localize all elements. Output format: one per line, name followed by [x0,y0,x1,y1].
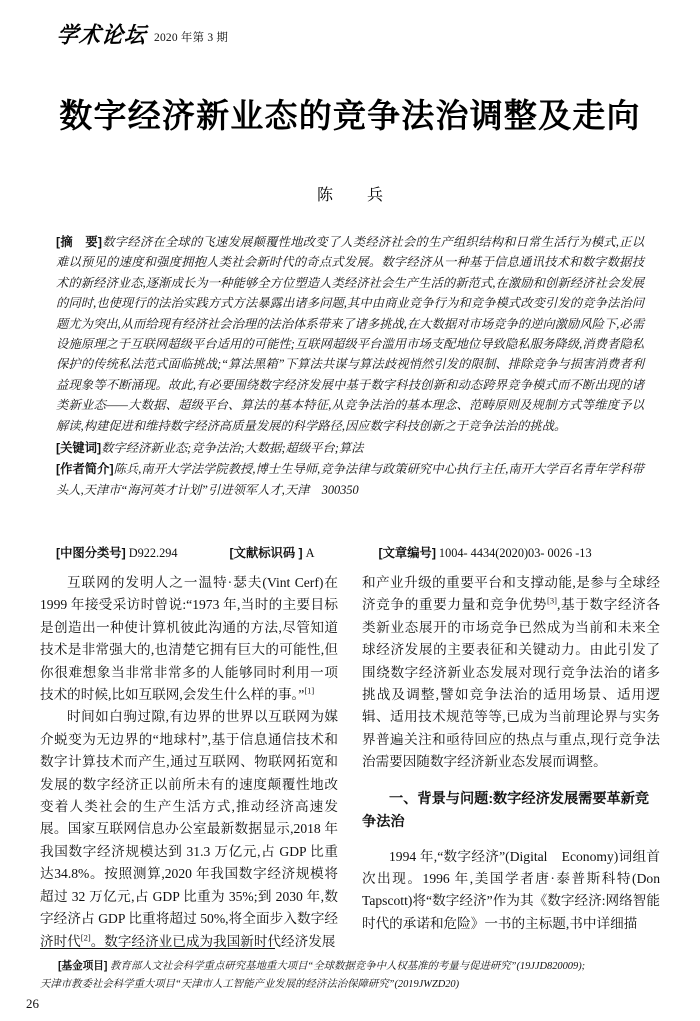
paragraph [362,572,660,774]
author-bio-label: [作者简介] [56,462,114,477]
footnote-divider [40,948,275,949]
keywords-label: [关键词] [56,441,102,456]
paragraph [40,706,338,952]
document-code-label: [文献标识码 ] [229,546,303,560]
paragraph-text: 互联网的发明人之一温特·瑟夫(Vint Cerf)在1999 年接受采访时曾说:“1973 年,当时的主要目标是创造出一种使计算机彼此沟通的方法,尽管知道技术是非常强大的,也清楚它拥有巨大的可能性,但你很难想象当非常非常多的人能够同时利用一项技术的时候,比如互联网,会发生什么样的事。” [40,575,338,703]
author-bio-text: 陈兵,南开大学法学院教授,博士生导师,竞争法律与政策研究中心执行主任,南开大学百名青年学科带头人,天津市“海河英才计划”引进领军人才,天津 300350 [56,462,644,497]
paragraph [40,572,338,706]
page-number: 26 [26,996,39,1011]
abstract-block [56,232,644,436]
section-heading: 一、背景与问题:数字经济发展需要革新竞争法治 [362,790,650,830]
left-column [40,572,338,949]
body-columns [40,572,661,949]
paragraph-tail: 。数字经济业已成为我国新时代经济发展 [90,933,336,949]
article-number-value: 1004- 4434(2020)03- 0026 -13 [438,546,592,560]
document-code [230,543,315,561]
abstract-text: 数字经济在全球的飞速发展颠覆性地改变了人类经济社会的生产组织结构和日常生活行为模式,正以难以预见的速度和强度拥抱人类社会新时代的奇点式发展。数字经济从一种基于信息通讯技术和数字数据技术的新经济业态,逐渐成长为一种能够全方位塑造人类经济社会生产生活的新范式,在激励和创新经济社会发展的同时,也使现行的法治实践方式方法暴露出诸多问题,其中由商业竞争行为和竞争模式改变引发的竞争法治问题尤为突出,从而给现有经济社会治理的法治体系带来了诸多挑战,在大数据对市场竞争的逆向激励风险下,必需设施原理之于互联网超级平台适用的可能性;互联网超级平台滥用市场支配地位导致隐私服务降级,消费者隐私保护的传统私法范式面临挑战;“算法黑箱”下算法共谋与算法歧视悄然引发的限制、排除竞争与损害消费者利益现象等不断涌现。故此,有必要围绕数字经济发展中基于数字科技创新和动态跨界竞争模式而不断出现的诸类新业态——大数据、超级平台、算法的基本特征,从竞争法治的基本理念、范畴原则及规制方式等维度予以解读,构建促进和维持数字经济高质量发展的科学路径,因应数字科技创新之于竞争法治的挑战。 [56,235,644,433]
paragraph-text: 时间如白驹过隙,有边界的世界以互联网为媒介蜕变为无边界的“地球村”,基于信息通信技术和数字计算技术而产生,通过互联网、物联网拓宽和发展的数字经济正以前所未有的速度颠覆性地改变着人类社会的生产生活方式,推动经济高速发展。国家互联网信息办公室最新数据显示,2018 年我国数字经济规模达到 31.3 万亿元,占 GDP 比重达34.8%。按照测算,2020 年我国数字经济规模将超过 32 万亿元,占 GDP 比重为 35%;到 2030 年,数字经济占 GDP 比重将超过 50%,将全面步入数字经济时代 [40,709,338,949]
right-column [362,572,660,944]
keywords-block [56,438,644,458]
reference-marker: [1] [304,685,315,696]
reference-marker: [2] [80,931,91,942]
reference-marker: [3] [547,595,557,606]
author-bio-block [56,459,644,500]
article-number-label: [文章编号] [378,546,436,560]
footnote-line-1 [40,958,660,976]
paragraph: 1994 年,“数字经济”(Digital Economy)词组首次出现。1996 年,美国学者唐·泰普斯科特(Don Tapscott)将“数字经济”作为其《数字经济:网络智能时代的承诺和危险》一书的主标题,书中详细描 [362,848,660,931]
article-meta-row [56,543,656,561]
journal-title-logo: 学术论坛 [55,21,149,48]
clc-value: D922.294 [128,546,178,560]
footnote-block [40,958,660,993]
issue-label: 2020 年第 3 期 [154,32,229,44]
paragraph-text-a: 和产业升级的重要平台和支撑动能,是参与全球经济竞争的重要力量和竞争优势 [362,575,660,613]
document-code-value: A [305,546,315,560]
page-title: 数字经济新业态的竞争法治调整及走向 [59,97,641,134]
keywords-text: 数字经济新业态;竞争法治;大数据;超级平台;算法 [101,441,364,456]
front-matter [56,232,644,501]
article-author: 陈 兵 [316,187,392,204]
paragraph-text-b: ,基于数字经济各类新业态展开的市场竞争已然成为当前和未来全球经济发展的主要表征和关键动力。由此引发了围绕数字经济新业态发展对现行竞争法治的诸多挑战及调整,譬如竞争法治的适用场景、适用逻辑、适用技术规范等等,已成为当前理论界与实务界普遍关注和亟待回应的热点与重点,现行竞争法治需要因随数字经济新业态发展而调整。 [362,597,661,770]
abstract-label: [摘 要] [56,235,103,249]
funding-text-1: 教育部人文社会科学重点研究基地重大项目“全球数据竞争中人权基准的考量与促进研究”(19JJD820009); [110,961,586,972]
article-number [379,543,592,561]
funding-label: [基金项目] [58,960,108,972]
running-head [55,21,229,48]
clc-label: [中图分类号] [56,546,126,560]
clc-number [56,543,178,561]
footnote-line-2: 天津市教委社会科学重大项目“天津市人工智能产业发展的经济法治保障研究”(2019JWZD20) [40,978,460,990]
